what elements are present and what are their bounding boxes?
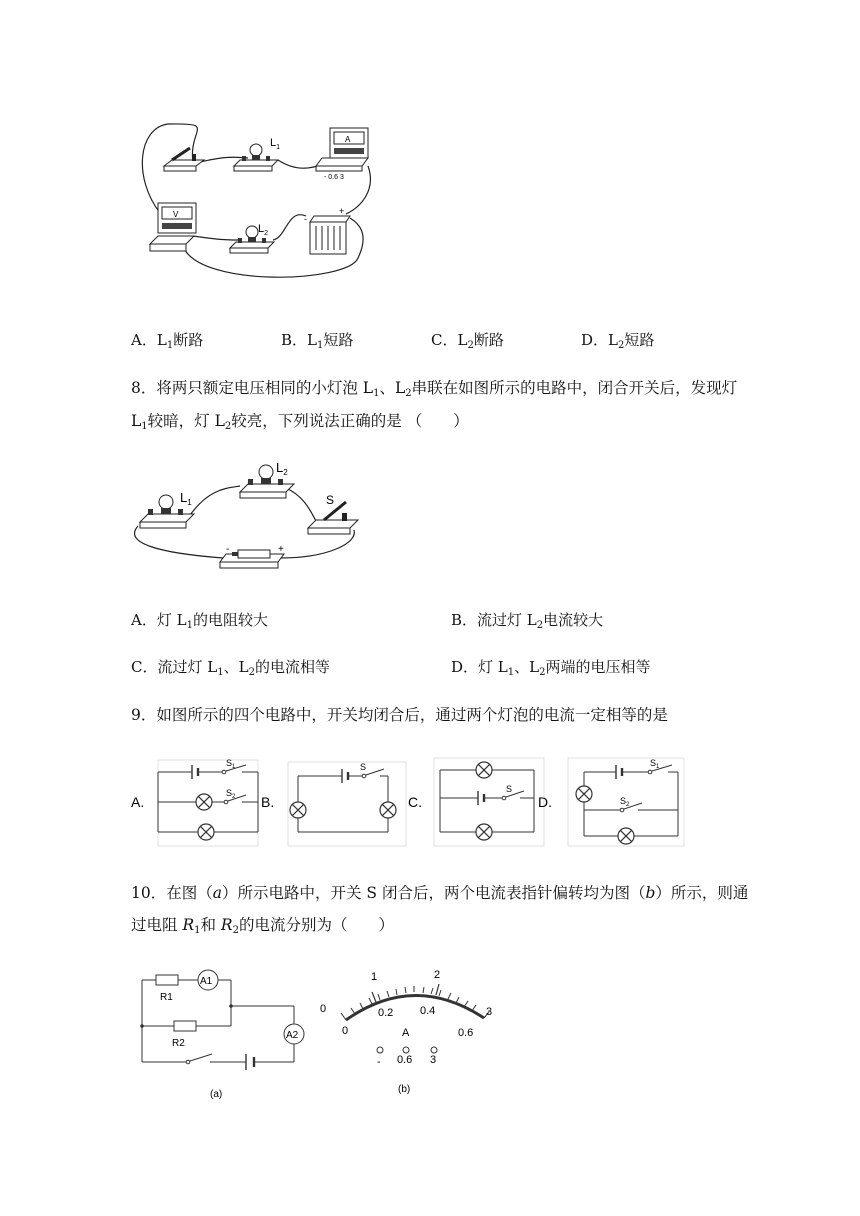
q9-stem: 9．如图所示的四个电路中，开关均闭合后，通过两个灯泡的电流一定相等的是 xyxy=(131,706,668,724)
svg-text:A: A xyxy=(345,135,351,144)
q7-battery xyxy=(304,206,350,254)
svg-text:0.6: 0.6 xyxy=(397,1054,413,1066)
svg-text:A2: A2 xyxy=(286,1030,299,1041)
q8-option-b[interactable]: B．流过灯 $L_2$电流较大 xyxy=(451,611,604,631)
svg-text:-: - xyxy=(377,1056,381,1068)
q8-wire xyxy=(135,526,223,558)
q8-bulb-l1 xyxy=(140,490,194,528)
q9-circuits-figure xyxy=(128,752,688,852)
svg-text:B.: B. xyxy=(261,794,275,810)
svg-text:L1: $L_1$ xyxy=(180,490,192,507)
q7-circuit-figure xyxy=(138,118,378,293)
q8-option-a[interactable]: A．灯 $L_1$的电阻较大 xyxy=(131,611,268,631)
q7-wire xyxy=(193,236,238,240)
svg-text:(b): (b) xyxy=(398,1084,411,1095)
svg-text:L2: $L_2$ xyxy=(258,223,269,237)
svg-text:1: 1 xyxy=(371,971,378,983)
q8-wire xyxy=(188,486,240,518)
svg-text:R1: R1 xyxy=(160,992,173,1003)
svg-text:3: 3 xyxy=(486,1006,493,1018)
svg-text:S: S xyxy=(360,762,367,772)
q8-stem-line2: $L_1$较暗，灯 $L_2$较亮，下列说法正确的是 （ ） xyxy=(131,412,469,432)
q9-circuit-a[interactable] xyxy=(131,758,258,846)
svg-text:0.4: 0.4 xyxy=(420,1005,436,1017)
q10-stem-line1: 10．在图（a）所示电路中，开关 S 闭合后，两个电流表指针偏转均为图（b）所示，则通 xyxy=(131,884,749,902)
q8-circuit-figure xyxy=(128,458,368,574)
q10-circuit-figure-a xyxy=(136,962,316,1102)
q7-option-c[interactable]: C．$L_2$断路 xyxy=(431,331,504,351)
q8-option-c[interactable]: C．流过灯 $L_1$、$L_2$的电流相等 xyxy=(131,658,330,678)
svg-text:+: + xyxy=(278,544,284,555)
q7-option-d[interactable]: D．$L_2$短路 xyxy=(581,331,655,351)
svg-text:S2: $S_2$ xyxy=(226,788,236,800)
svg-text:S1: $S_1$ xyxy=(650,758,660,770)
svg-text:3: 3 xyxy=(430,1054,437,1066)
svg-text:+: + xyxy=(339,206,345,216)
q10-stem-line2: 过电阻 $R_1$和 $R_2$的电流分别为（ ） xyxy=(131,916,394,936)
q7-bulb-l2 xyxy=(230,223,274,253)
svg-text:A: A xyxy=(402,1027,410,1039)
q7-voltmeter xyxy=(150,203,196,251)
q7-wire xyxy=(346,166,370,214)
svg-text:L2: $L_2$ xyxy=(276,460,288,477)
q8-stem-line1: 8．将两只额定电压相同的小灯泡 $L_1$、$L_2$串联在如图所示的电路中，闭合开关后，发现灯 xyxy=(131,379,738,399)
svg-text:2: 2 xyxy=(434,969,441,981)
svg-text:R2: R2 xyxy=(172,1038,185,1049)
q8-battery xyxy=(220,544,284,568)
q9-circuit-b[interactable] xyxy=(261,762,406,846)
svg-text:0: 0 xyxy=(342,1025,349,1037)
svg-text:S: S xyxy=(326,493,335,507)
svg-text:S1: $S_1$ xyxy=(226,758,236,770)
svg-text:S: S xyxy=(506,784,513,794)
svg-text:- 0.6 3: - 0.6 3 xyxy=(324,174,344,181)
svg-text:C.: C. xyxy=(408,794,422,810)
q7-bulb-l1 xyxy=(234,137,280,171)
q8-wire xyxy=(286,488,318,524)
q8-bulb-l2 xyxy=(240,460,294,498)
svg-text:(a): (a) xyxy=(210,1089,223,1100)
svg-text:A1: A1 xyxy=(200,976,213,987)
svg-text:D.: D. xyxy=(538,794,552,810)
svg-text:0.6: 0.6 xyxy=(458,1027,474,1039)
svg-text:S2: $S_2$ xyxy=(620,796,630,808)
svg-text:0.2: 0.2 xyxy=(378,1007,394,1019)
q8-switch xyxy=(308,493,358,534)
svg-text:-: - xyxy=(226,544,230,555)
q8-option-d[interactable]: D．灯 $L_1$、$L_2$两端的电压相等 xyxy=(451,658,651,678)
q7-ammeter xyxy=(316,128,368,181)
q10-resistor-r2 xyxy=(174,1021,196,1031)
q9-circuit-d[interactable] xyxy=(538,758,684,846)
q9-circuit-c[interactable] xyxy=(408,758,544,846)
q7-switch xyxy=(164,148,204,171)
q10-terminal-0-6 xyxy=(403,1047,409,1053)
q10-meter-figure-b xyxy=(316,962,506,1102)
svg-text:-: - xyxy=(304,214,307,224)
q10-terminal-minus xyxy=(377,1047,383,1053)
q10-terminal-3 xyxy=(431,1047,437,1053)
svg-text:V: V xyxy=(173,210,179,219)
q7-option-a[interactable]: A．$L_1$断路 xyxy=(131,331,204,351)
q7-wire xyxy=(273,215,306,240)
q10-meter-ticks xyxy=(341,986,489,1020)
svg-text:A.: A. xyxy=(131,794,145,810)
svg-text:L1: $L_1$ xyxy=(270,137,281,151)
q10-resistor-r1 xyxy=(156,975,178,985)
q7-option-b[interactable]: B．$L_1$短路 xyxy=(281,331,354,351)
svg-text:0: 0 xyxy=(320,1003,327,1015)
